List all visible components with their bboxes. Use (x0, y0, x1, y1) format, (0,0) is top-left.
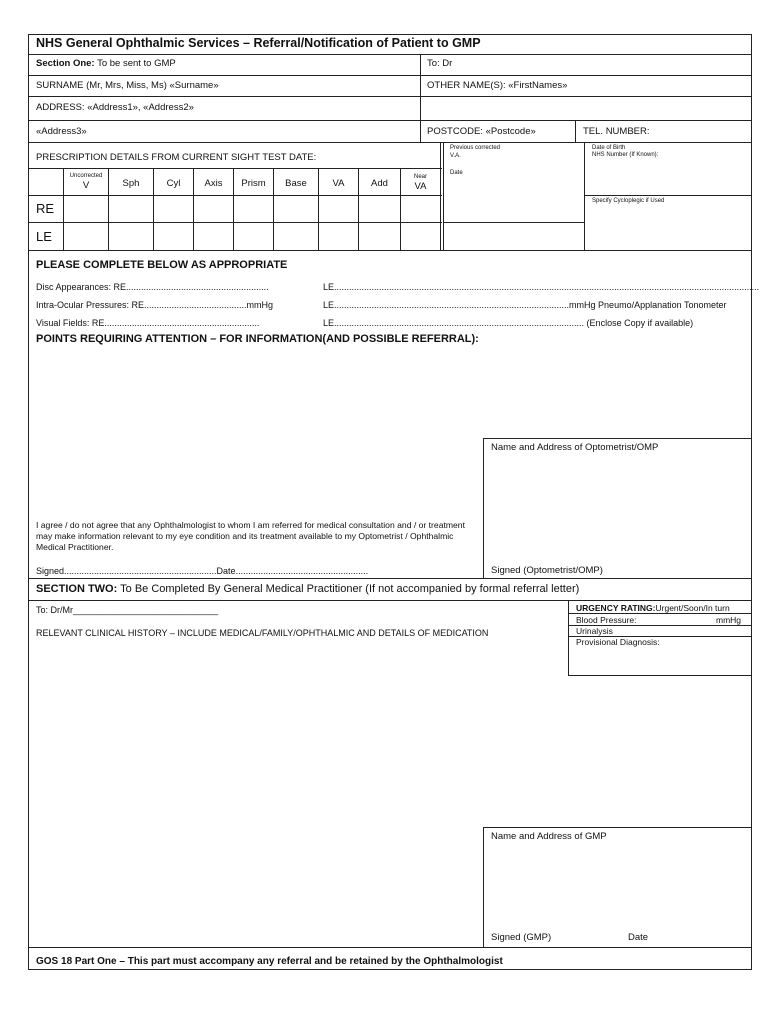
address3-field[interactable]: «Address3» (36, 126, 87, 137)
section-one-heading: Section One: To be sent to GMP (36, 58, 176, 69)
divider (420, 54, 421, 126)
previous-corrected-label: Previous corrected (450, 145, 501, 151)
disc-appearances-le[interactable]: LE.......................................................................................................................................................................... (323, 282, 760, 292)
divider (575, 120, 576, 142)
address-field[interactable]: ADDRESS: «Address1», «Address2» (36, 102, 194, 113)
column-header: Base (285, 178, 307, 189)
iop-le[interactable]: LE..............................................................................................mmHg Pneumo/Applanation Tonometer (323, 300, 727, 310)
other-names-field[interactable]: OTHER NAME(S): «FirstNames» (427, 80, 568, 91)
divider (28, 142, 752, 143)
optometrist-box[interactable] (483, 438, 752, 578)
nhs-number-label: NHS Number (If Known): (592, 152, 659, 158)
optometrist-label: Name and Address of Optometrist/OMP (491, 442, 659, 453)
column-header: Add (371, 178, 388, 189)
visual-fields-re[interactable]: Visual Fields: RE.............................................................. (36, 318, 260, 328)
divider (28, 120, 752, 121)
surname-field[interactable]: SURNAME (Mr, Mrs, Miss, Ms) «Surname» (36, 80, 219, 91)
column-header: VA (414, 181, 427, 192)
provisional-diagnosis-label[interactable]: Provisional Diagnosis: (576, 637, 660, 647)
uncorrected-label: Uncorrected (69, 173, 103, 179)
blood-pressure-label[interactable]: Blood Pressure: (576, 615, 637, 625)
tel-number-field[interactable]: TEL. NUMBER: (583, 126, 650, 137)
to-dr-field[interactable]: To: Dr (427, 58, 453, 69)
divider (443, 142, 444, 250)
divider (28, 947, 752, 948)
divider (584, 142, 585, 250)
near-label: Near (413, 174, 427, 180)
gmp-box[interactable] (483, 827, 752, 947)
divider (584, 195, 752, 196)
divider (28, 54, 752, 55)
prescription-heading: PRESCRIPTION DETAILS FROM CURRENT SIGHT TEST DATE: (36, 152, 317, 163)
dob-label: Date of Birth (592, 145, 626, 151)
visual-fields-le[interactable]: LE.................................................................................................... (Enclose Copy if available) (323, 318, 694, 328)
divider (420, 120, 421, 142)
gmp-label: Name and Address of GMP (491, 831, 607, 842)
footer-note: GOS 18 Part One – This part must accompany any referral and be retained by the Ophthalmologist (36, 956, 503, 967)
disc-appearances-re[interactable]: Disc Appearances: RE......................................................... (36, 282, 269, 292)
column-header: Sph (122, 178, 140, 189)
signed-date-line[interactable]: Signed.............................................................Date..................................................... (36, 566, 369, 576)
section-two-heading: SECTION TWO: To Be Completed By General Medical Practitioner (If not accompanied by formal referral letter) (36, 583, 580, 595)
signed-gmp-label: Signed (GMP) (491, 932, 552, 943)
form-title: NHS General Ophthalmic Services – Referral/Notification of Patient to GMP (36, 36, 481, 50)
date-label: Date (450, 170, 463, 176)
divider (28, 96, 752, 97)
column-header: Cyl (166, 178, 181, 189)
divider (443, 222, 584, 223)
iop-re[interactable]: Intra-Ocular Pressures: RE.........................................mmHg (36, 300, 274, 310)
mmhg-label: mmHg (716, 615, 742, 625)
divider (28, 250, 752, 251)
cycloplegic-label: Specify Cycloplegic if Used (592, 198, 665, 204)
points-heading: POINTS REQUIRING ATTENTION – FOR INFORMATION(AND POSSIBLE REFERRAL): (36, 333, 479, 345)
divider (28, 222, 442, 223)
urinalysis-label[interactable]: Urinalysis (576, 626, 613, 636)
gmp-date-label: Date (628, 932, 649, 943)
divider (28, 578, 752, 579)
signed-optometrist-label: Signed (Optometrist/OMP) (491, 565, 603, 576)
to-dr-mr-field[interactable]: To: Dr/Mr_____________________________ (36, 605, 219, 615)
column-header: Axis (204, 178, 223, 189)
row-label-le: LE (36, 229, 52, 244)
urgency-rating[interactable]: URGENCY RATING:Urgent/Soon/In turn (576, 603, 730, 613)
divider (28, 75, 752, 76)
column-header: VA (332, 178, 345, 189)
row-label-re: RE (36, 201, 55, 216)
postcode-field[interactable]: POSTCODE: «Postcode» (427, 126, 536, 137)
divider (28, 168, 442, 169)
column-header: V (82, 180, 90, 191)
divider (440, 142, 441, 250)
column-header: Prism (241, 178, 266, 189)
va-label: V.A. (450, 153, 461, 159)
complete-heading: PLEASE COMPLETE BELOW AS APPROPRIATE (36, 259, 288, 271)
divider (28, 195, 442, 196)
clinical-history-label: RELEVANT CLINICAL HISTORY – INCLUDE MEDICAL/FAMILY/OPHTHALMIC AND DETAILS OF MEDICATION (36, 628, 489, 638)
consent-statement: I agree / do not agree that any Ophthalmologist to whom I am referred for medical consultation and / or treatment may make information relevant to my eye condition and its treatment available to my Optometrist / Ophthalmic Medical Practitioner. (36, 520, 465, 552)
